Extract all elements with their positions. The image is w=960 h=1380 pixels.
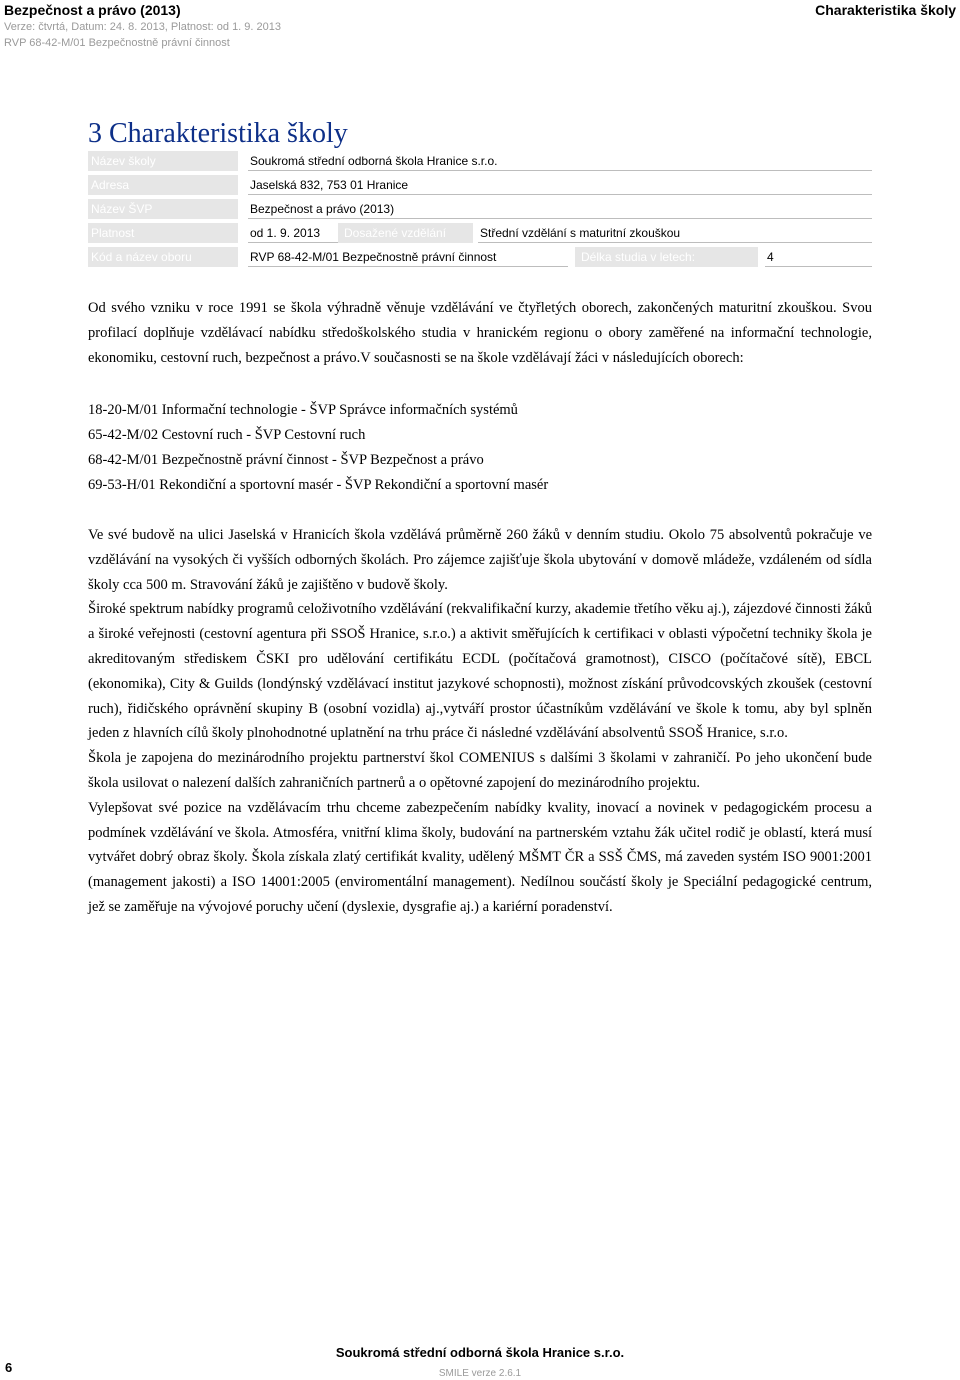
school-value: Soukromá střední odborná škola Hranice s.r.o. [248, 151, 872, 171]
version-info: Verze: čtvrtá, Datum: 24. 8. 2013, Platnost: od 1. 9. 2013 [4, 21, 281, 33]
section-name: Charakteristika školy [815, 2, 956, 18]
svp-label: Název ŠVP [88, 199, 238, 219]
document-header [4, 2, 281, 51]
svp-value: Bezpečnost a právo (2013) [248, 199, 872, 219]
school-info-table [88, 151, 872, 271]
validity-label: Platnost [88, 223, 238, 243]
education-label: Dosažené vzdělání [338, 223, 473, 243]
field-value: RVP 68-42-M/01 Bezpečnostně právní činnost [248, 247, 568, 267]
paragraph-comenius: Škola je zapojena do mezinárodního projektu partnerství škol COMENIUS s dalšími 3 školami v zahraničí. Po jeho ukončení bude škola usilovat o nalezení dalších zahraničních partnerů a o opětovné zapojení do mezinárodního projektu. [88, 750, 872, 791]
info-row-field [88, 247, 872, 271]
info-row-validity [88, 223, 872, 247]
school-label: Název školy [88, 151, 238, 171]
address-value: Jaselská 832, 753 01 Hranice [248, 175, 872, 195]
document-title: Bezpečnost a právo (2013) [4, 2, 181, 18]
validity-value: od 1. 9. 2013 [248, 223, 338, 243]
education-value: Střední vzdělání s maturitní zkouškou [478, 223, 872, 243]
info-row-school [88, 151, 872, 175]
intro-paragraph: Od svého vzniku v roce 1991 se škola výhradně věnuje vzdělávání ve čtyřletých oborech, zakončených maturitní zkouškou. Svou profilací doplňuje vzdělávací nabídku středoškolského studia v hranickém regionu o obory zaměřené na informační technologie, ekonomiku, cestovní ruch, bezpečnost a právo.V současnosti se na škole vzdělávají žáci v následujících oborech: [88, 300, 872, 366]
paragraph-programs: Široké spektrum nabídky programů celoživotního vzdělávání (rekvalifikační kurzy, akademie třetího věku aj.), zájezdové činnosti žáků a široké veřejnosti (cestovní agentura při SSOŠ Hranice, s.r.o.) a aktivit směřujících k certifikaci v oblasti výpočetní techniky škola je akreditovaným střediskem ČSKI pro udělování certifikátu ECDL (počítačová gramotnost), CISCO (počítačové sítě), EBCL (ekonomika), City & Guilds (londýnský vzdělávací institut jazykové schopnosti), možnost získání průvodcovských zkoušek (cestovní ruch), řidičského oprávnění skupiny B (osobní vozidla) aj.,vytváří prostor účastníkům vzdělávání ve škole k tomu, aby byl splněn jeden z hlavních cílů školy plnohodnotné uplatnění na trhu práce či následné vzdělávání absolventů SSOŠ Hranice, s.r.o. [88, 601, 872, 742]
field-label: Kód a název oboru [88, 247, 238, 267]
footer-school-name: Soukromá střední odborná škola Hranice s.r.o. [335, 1345, 625, 1360]
duration-value: 4 [765, 247, 872, 267]
info-row-address [88, 175, 872, 199]
paragraph-students: Ve své budově na ulici Jaselská v Hranicích škola vzdělává průměrně 260 žáků v denním studiu. Okolo 75 absolventů pokračuje ve vzdělávání na vysokých či vyšších odborných školách. Pro zájemce zajišťuje škola ubytování v domově mládeže, vzdáleném od sídla školy cca 500 m. Stravování žáků je zajištěno v budově školy. [88, 527, 872, 593]
info-row-svp [88, 199, 872, 223]
main-text [88, 523, 872, 920]
fields-of-study-list [88, 398, 548, 498]
rvp-info: RVP 68-42-M/01 Bezpečnostně právní činnost [4, 37, 230, 49]
page-number: 6 [5, 1360, 13, 1375]
list-item: 18-20-M/01 Informační technologie - ŠVP Správce informačních systémů [88, 402, 518, 418]
duration-label: Délka studia v letech: [575, 247, 758, 267]
list-item: 65-42-M/02 Cestovní ruch - ŠVP Cestovní ruch [88, 427, 366, 443]
footer-software-version: SMILE verze 2.6.1 [438, 1368, 522, 1379]
intro-section [88, 296, 872, 370]
paragraph-quality: Vylepšovat své pozice na vzdělávacím trhu chceme zabezpečením nabídky kvality, inovací a novinek v pedagogickém procesu a podmínek vzdělávání ve škola. Atmosféra, vnitřní klima školy, budování na partnerském vztahu žák učitel rodič je oblastí, která musí vytvářet dobrý obraz školy. Škola získala zlatý certifikát kvality, udělený MŠMT ČR a SSŠ ČMS, má zaveden systém ISO 9001:2001 (management jakosti) a ISO 14001:2005 (enviromentální management). Nedílnou součástí školy je Speciální pedagogické centrum, jež se zaměřuje na vývojové poruchy učení (dyslexie, dysgrafie aj.) a kariérní poradenství. [88, 799, 872, 915]
page-title: 3 Charakteristika školy [88, 118, 348, 149]
list-item: 69-53-H/01 Rekondiční a sportovní masér - ŠVP Rekondiční a sportovní masér [88, 477, 549, 493]
address-label: Adresa [88, 175, 238, 195]
list-item: 68-42-M/01 Bezpečnostně právní činnost - ŠVP Bezpečnost a právo [88, 452, 484, 468]
